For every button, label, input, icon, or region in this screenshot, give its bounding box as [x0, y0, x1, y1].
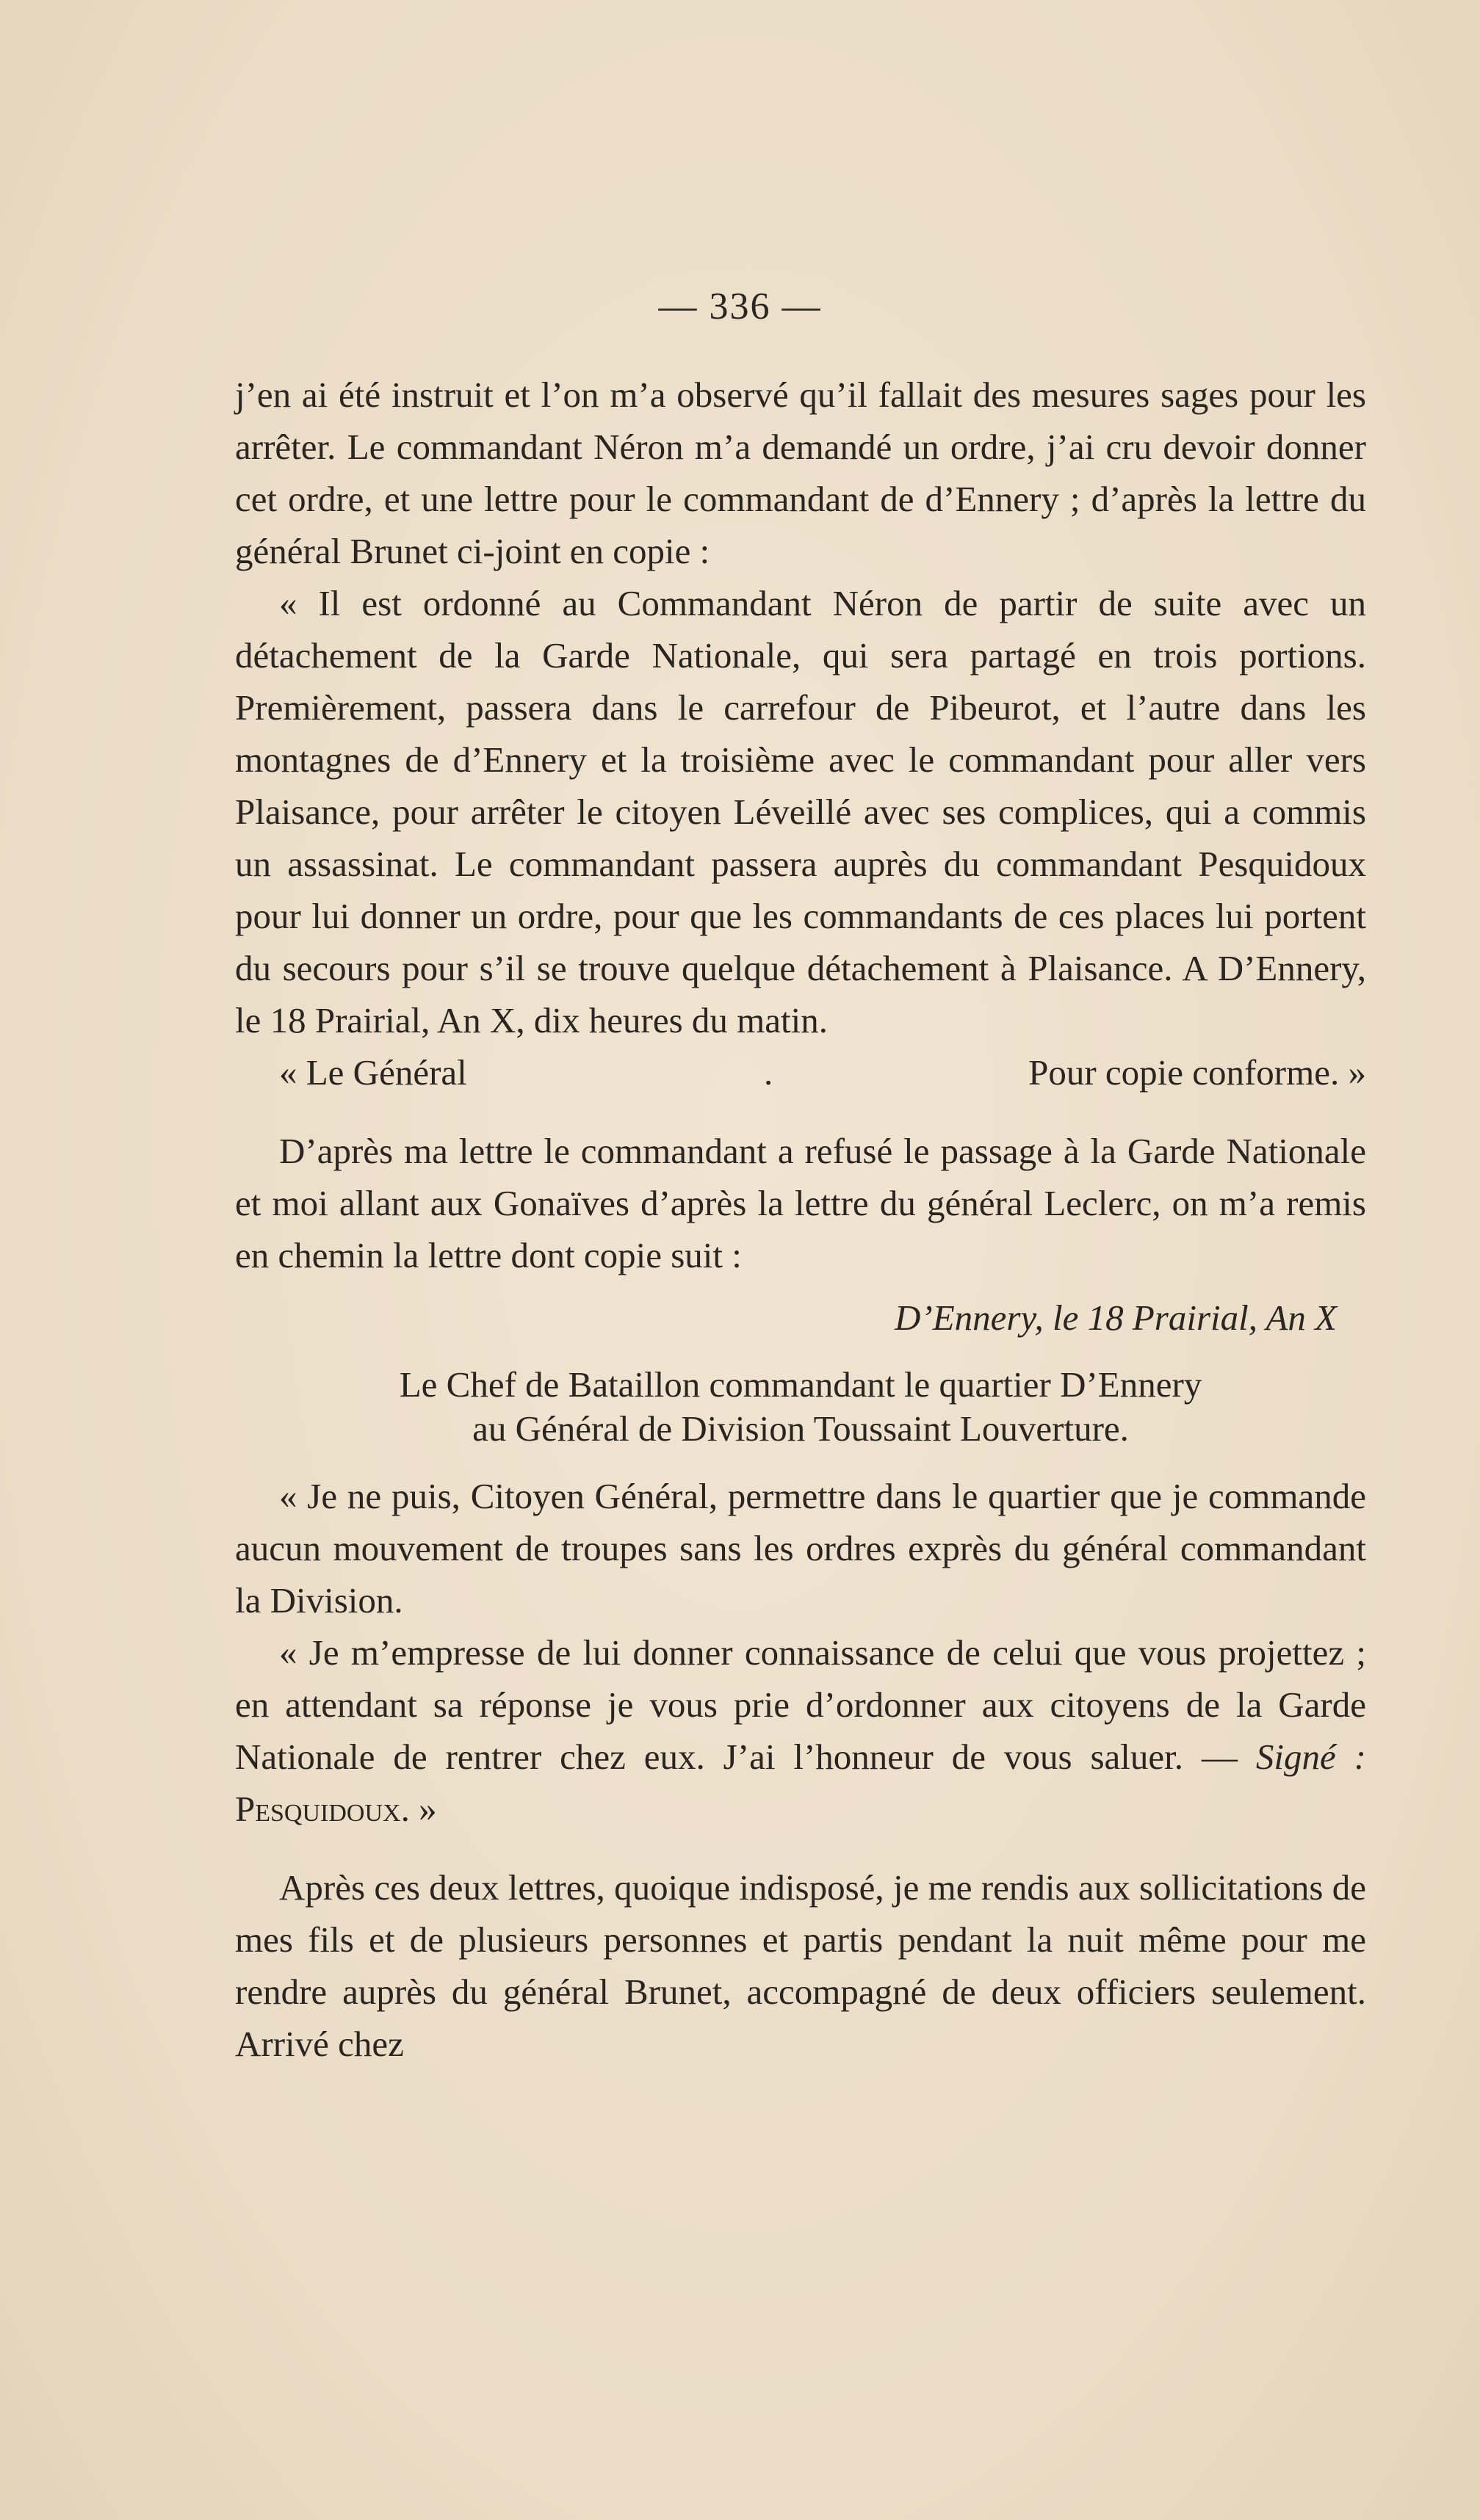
paragraph-letter-2: [235, 1626, 1366, 1835]
paragraph-final: Après ces deux lettres, quoique indisposé, je me rendis aux sollicitations de mes fils et de plusieurs personnes et partis pendant la nuit même pour me rendre auprès du général Brunet, accompagné de deux officiers seulement. Arrivé chez: [235, 1867, 1366, 2064]
signature-general: « Le Général: [279, 1052, 467, 1093]
page-number: — 336 —: [658, 286, 822, 327]
signature-copy-conforme: Pour copie conforme. »: [1028, 1052, 1366, 1093]
letter-heading-line-2: au Général de Division Toussaint Louverture.: [472, 1408, 1129, 1449]
signature-line: [235, 1046, 1366, 1098]
signed-label: Signé :: [1255, 1737, 1367, 1777]
paragraph-order-quote: « Il est ordonné au Commandant Néron de partir de suite avec un détachement de la Garde Nationale, qui sera partagé en trois portions. Premièrement, passera dans le carrefour de Pibeurot, et l’autre dans les montagnes de d’Ennery et la troisième avec le commandant pour aller vers Plaisance, pour arrêter le citoyen Léveillé avec ses complices, qui a commis un assassinat. Le commandant passera auprès du commandant Pesquidoux pour lui donner un ordre, pour que les commandants de ces places lui portent du secours pour s’il se trouve quelque détachement à Plaisance. A D’Ennery, le 18 Prairial, An X, dix heures du matin.: [235, 583, 1366, 1040]
letter-dateline: D’Ennery, le 18 Prairial, An X: [895, 1297, 1337, 1338]
signature-dot: .: [764, 1052, 773, 1093]
letter-heading-line-1: Le Chef de Bataillon commandant le quartier D’Ennery: [399, 1364, 1202, 1405]
paragraph-1: j’en ai été instruit et l’on m’a observé qu’il fallait des mesures sages pour les arrêter. Le commandant Néron m’a demandé un ordre, j’ai cru devoir donner cet ordre, et une lettre pour le commandant de d’Ennery ; d’après la lettre du général Brunet ci-joint en copie :: [235, 374, 1366, 571]
letter-2-text: « Je m’empresse de lui donner connaissance de celui que vous projettez ; en attendant sa réponse je vous prie d’ordonner aux citoyens de la Garde Nationale de rentrer chez eux. J’ai l’honneur de vous saluer. —: [235, 1632, 1366, 1777]
letter-close: . »: [400, 1789, 437, 1829]
signer-name: Pesquidoux: [235, 1789, 401, 1829]
text-block: [235, 369, 1366, 2070]
paragraph-3: D’après ma lettre le commandant a refusé le passage à la Garde Nationale et moi allant aux Gonaïves d’après la lettre du général Leclerc, on m’a remis en chemin la lettre dont copie suit :: [235, 1131, 1366, 1275]
paragraph-letter-1: « Je ne puis, Citoyen Général, permettre dans le quartier que je commande aucun mouvement de troupes sans les ordres exprès du général commandant la Division.: [235, 1476, 1366, 1621]
